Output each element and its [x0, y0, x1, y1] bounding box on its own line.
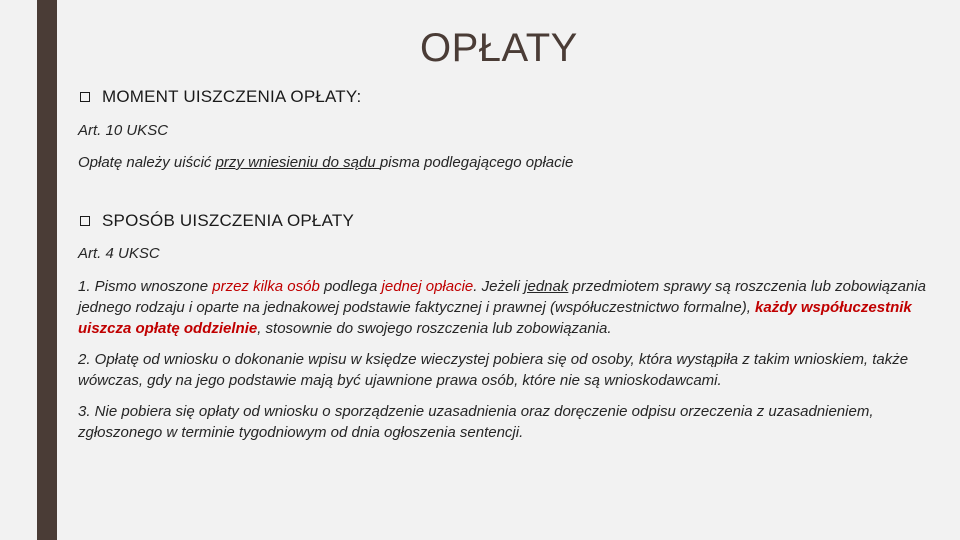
paragraph-2: 2. Opłatę od wniosku o dokonanie wpisu w księdze wieczystej pobiera się od osoby, która wystąpiła z takim wnioskiem, także wówczas, gdy na jego podstawie mają być ujawnione prawa osób, które nie są wnioskodawcami. — [78, 351, 909, 389]
text-fragment: pisma podlegającego opłacie — [379, 154, 574, 171]
checkbox-bullet-icon — [80, 216, 90, 226]
section-heading-sposob — [78, 211, 938, 231]
section-heading-moment — [78, 87, 938, 107]
paragraph-1 — [78, 276, 938, 339]
heading-text: MOMENT UISZCZENIA OPŁATY: — [102, 87, 362, 106]
underlined-fragment: przy wniesieniu do sądu — [215, 154, 380, 171]
left-accent-bar — [37, 0, 57, 540]
text-fragment: Opłatę należy uiścić — [78, 154, 216, 171]
highlight-fragment: przez kilka osób — [212, 278, 320, 295]
checkbox-bullet-icon — [80, 92, 90, 102]
highlight-bold-fragment: każdy współuczestnik uiszcza opłatę oddzielnie — [78, 299, 912, 337]
paragraph-moment — [78, 152, 938, 173]
paragraph-3: 3. Nie pobiera się opłaty od wniosku o sporządzenie uzasadnienia oraz doręczenie odpisu orzeczenia z uzasadnieniem, zgłoszonego w terminie tygodniowym od dnia ogłoszenia sentencji. — [78, 403, 874, 441]
highlight-fragment: jednej opłacie — [381, 278, 474, 295]
slide-content — [78, 87, 938, 443]
underlined-fragment: jednak — [524, 278, 569, 295]
text-fragment: podlega — [319, 278, 382, 295]
text-fragment: , stosownie do swojego roszczenia lub zobowiązania. — [257, 320, 612, 337]
slide-title: OPŁATY — [420, 26, 578, 70]
article-ref-10: Art. 10 UKSC — [78, 122, 169, 139]
text-fragment: 1. Pismo wnoszone — [78, 278, 213, 295]
heading-text: SPOSÓB UISZCZENIA OPŁATY — [102, 211, 354, 230]
article-ref-4: Art. 4 UKSC — [78, 245, 160, 262]
text-fragment: . Jeżeli — [473, 278, 525, 295]
text-fragment: przedmiotem sprawy są roszczenia lub zobowiązania jednego rodzaju i oparte na jednakowej podstawie faktycznej i prawnej (współuczestnictwo formalne), — [78, 278, 927, 316]
